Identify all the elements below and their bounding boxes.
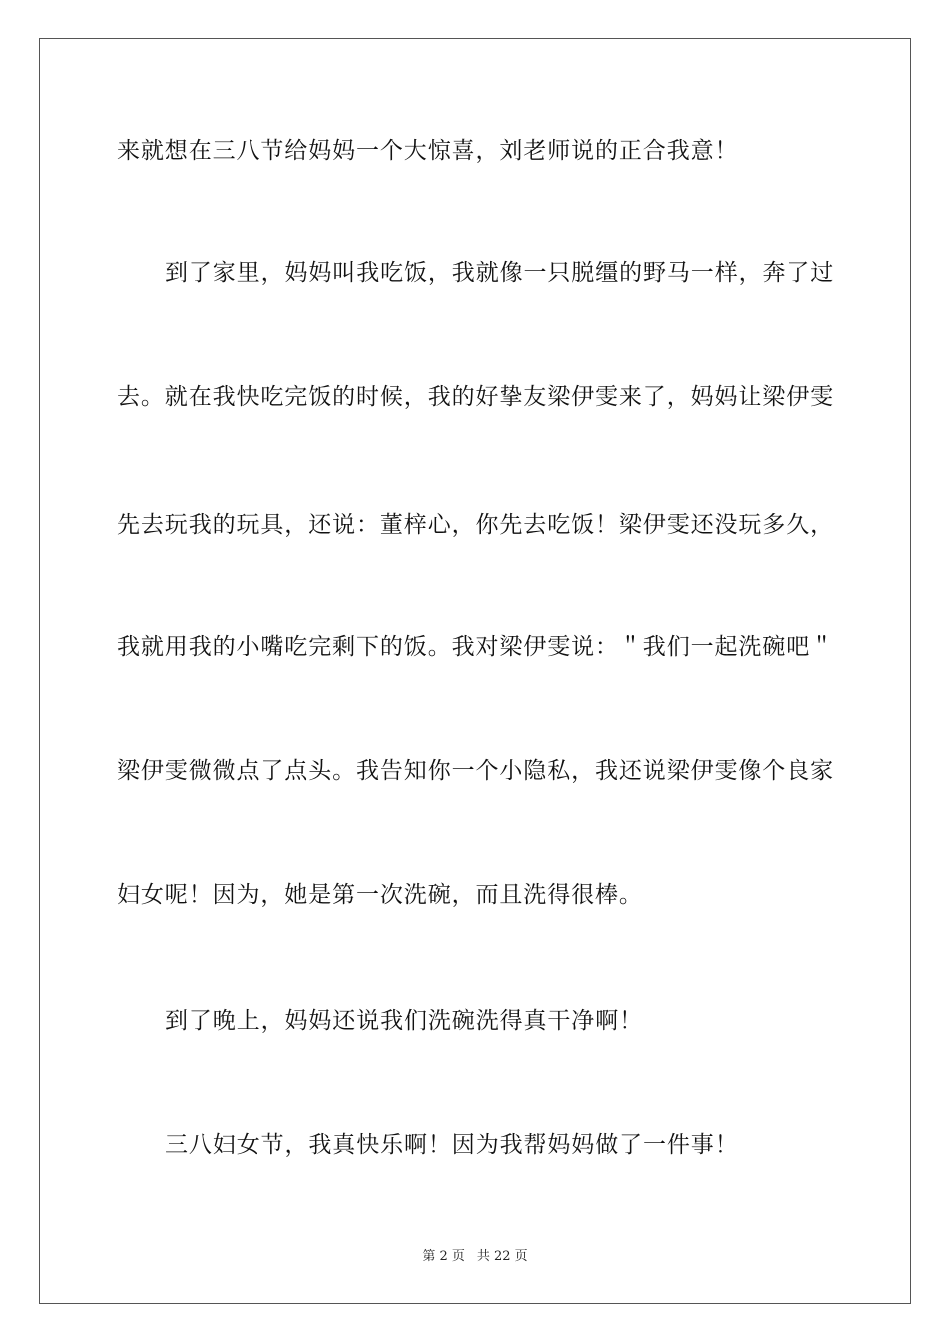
- page-number: 第 2 页: [422, 1249, 465, 1264]
- text-line-9: 三八妇女节，我真快乐啊！因为我帮妈妈做了一件事！: [165, 1132, 739, 1158]
- text-line-2: 到了家里，妈妈叫我吃饭，我就像一只脱缰的野马一样，奔了过: [165, 260, 835, 286]
- text-line-8: 到了晚上，妈妈还说我们洗碗洗得真干净啊！: [165, 1008, 643, 1034]
- text-line-7: 妇女呢！因为，她是第一次洗碗，而且洗得很棒。: [117, 882, 643, 908]
- text-line-6: 梁伊雯微微点了点头。我告知你一个小隐私，我还说梁伊雯像个良家: [117, 758, 834, 784]
- page-total: 共 22 页: [476, 1249, 528, 1264]
- page-footer: [0, 1248, 950, 1266]
- page-border: [39, 38, 911, 1304]
- text-line-5: 我就用我的小嘴吃完剩下的饭。我对梁伊雯说：＂我们一起洗碗吧＂: [117, 634, 834, 660]
- text-line-3: 去。就在我快吃完饭的时候，我的好挚友梁伊雯来了，妈妈让梁伊雯: [117, 384, 834, 410]
- text-line-4: 先去玩我的玩具，还说：董梓心，你先去吃饭！梁伊雯还没玩多久，: [117, 512, 834, 538]
- text-line-1: 来就想在三八节给妈妈一个大惊喜，刘老师说的正合我意！: [117, 138, 739, 164]
